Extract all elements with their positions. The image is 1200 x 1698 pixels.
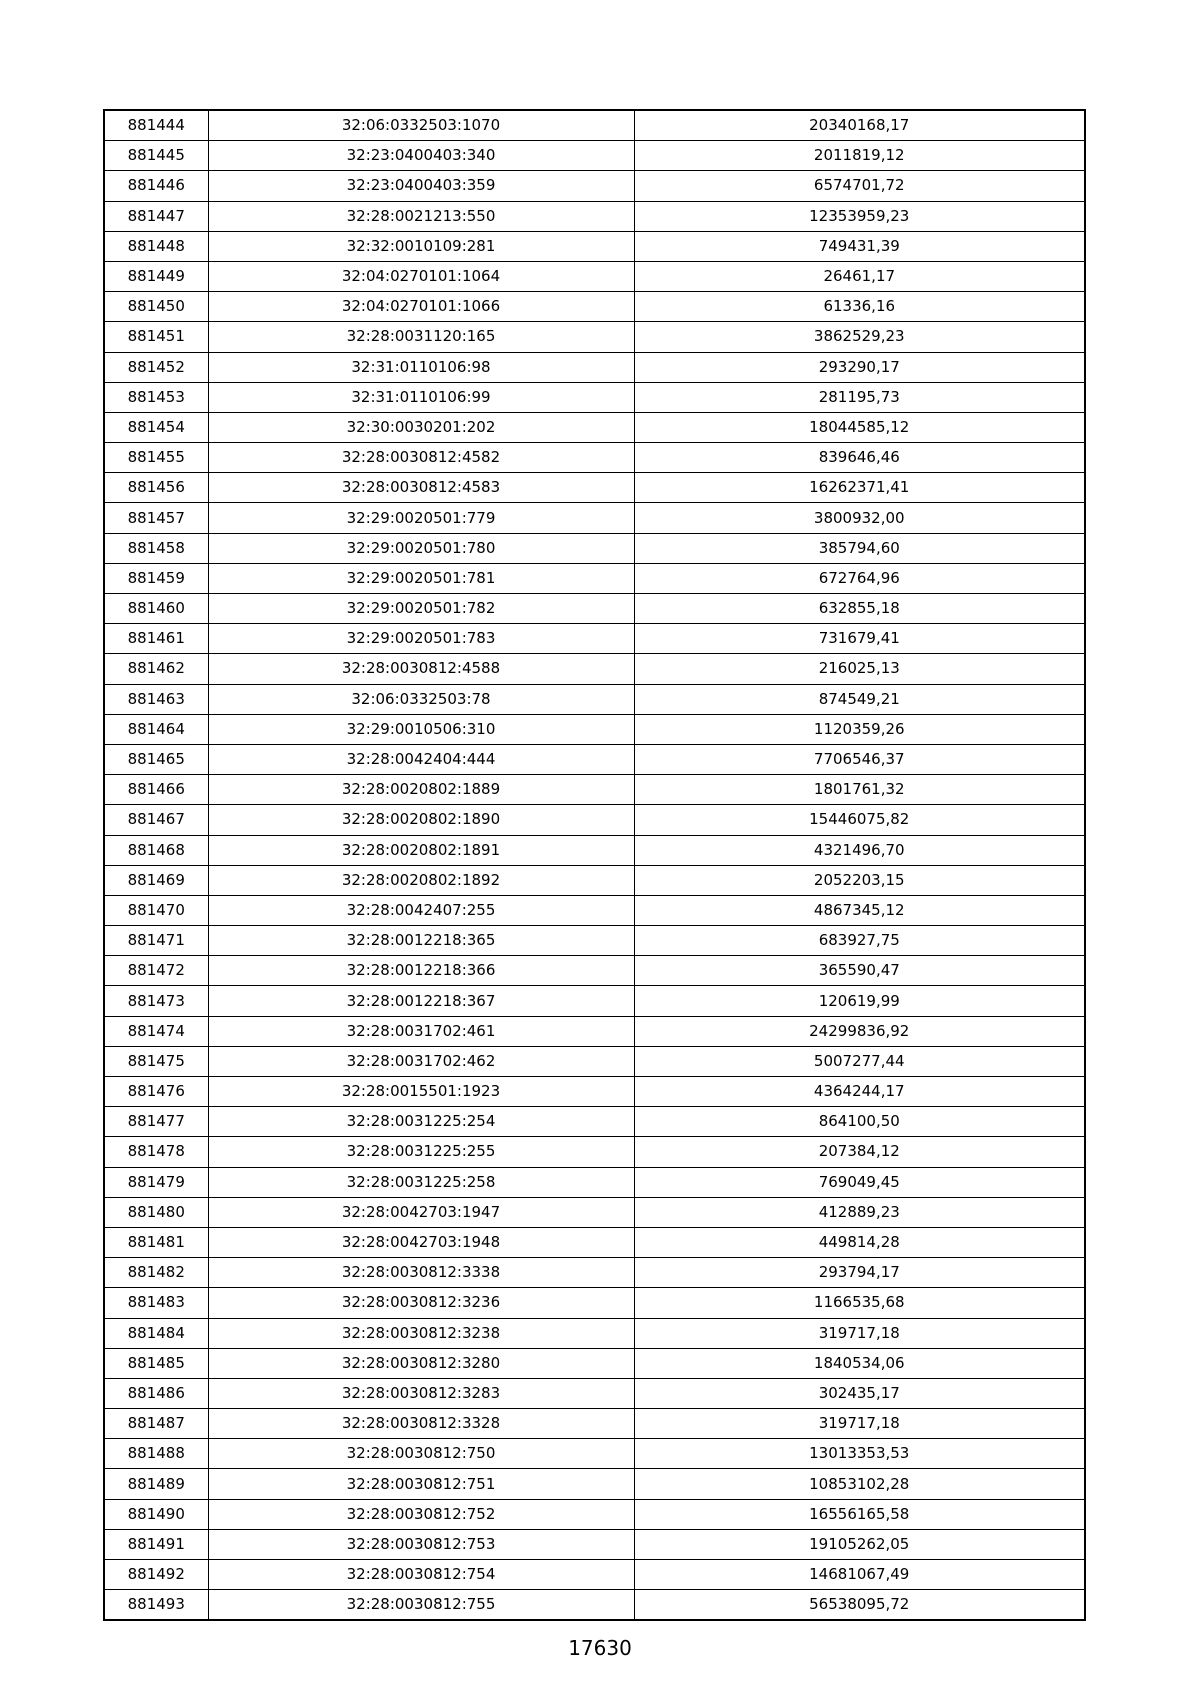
page-number: 17630 (568, 1636, 632, 1660)
cadastral-number-cell: 32:28:0030812:4582 (208, 443, 634, 473)
row-number-cell: 881461 (104, 624, 208, 654)
value-cell: 3800932,00 (634, 503, 1085, 533)
value-cell: 412889,23 (634, 1197, 1085, 1227)
row-number-cell: 881493 (104, 1590, 208, 1621)
table-row (104, 141, 1085, 171)
value-cell: 13013353,53 (634, 1439, 1085, 1469)
row-number-cell: 881481 (104, 1227, 208, 1257)
value-cell: 10853102,28 (634, 1469, 1085, 1499)
table-row (104, 563, 1085, 593)
cadastral-number-cell: 32:29:0020501:780 (208, 533, 634, 563)
row-number-cell: 881468 (104, 835, 208, 865)
table-row (104, 1167, 1085, 1197)
cadastral-number-cell: 32:28:0030812:4588 (208, 654, 634, 684)
table-row (104, 1288, 1085, 1318)
cadastral-number-cell: 32:29:0020501:782 (208, 594, 634, 624)
table-row (104, 382, 1085, 412)
value-cell: 293794,17 (634, 1258, 1085, 1288)
row-number-cell: 881448 (104, 231, 208, 261)
row-number-cell: 881471 (104, 926, 208, 956)
value-cell: 5007277,44 (634, 1046, 1085, 1076)
cadastral-number-cell: 32:28:0030812:752 (208, 1499, 634, 1529)
table-row (104, 1077, 1085, 1107)
value-cell: 319717,18 (634, 1318, 1085, 1348)
row-number-cell: 881464 (104, 714, 208, 744)
value-cell: 672764,96 (634, 563, 1085, 593)
cadastral-number-cell: 32:28:0030812:3238 (208, 1318, 634, 1348)
value-cell: 731679,41 (634, 624, 1085, 654)
row-number-cell: 881472 (104, 956, 208, 986)
cadastral-number-cell: 32:28:0031225:255 (208, 1137, 634, 1167)
value-cell: 632855,18 (634, 594, 1085, 624)
row-number-cell: 881491 (104, 1529, 208, 1559)
table-row (104, 926, 1085, 956)
row-number-cell: 881482 (104, 1258, 208, 1288)
value-cell: 749431,39 (634, 231, 1085, 261)
value-cell: 20340168,17 (634, 110, 1085, 141)
value-cell: 2052203,15 (634, 865, 1085, 895)
value-cell: 864100,50 (634, 1107, 1085, 1137)
row-number-cell: 881479 (104, 1167, 208, 1197)
table-row (104, 1439, 1085, 1469)
cadastral-number-cell: 32:28:0020802:1891 (208, 835, 634, 865)
registry-table-body (104, 110, 1085, 1620)
value-cell: 1166535,68 (634, 1288, 1085, 1318)
row-number-cell: 881459 (104, 563, 208, 593)
value-cell: 385794,60 (634, 533, 1085, 563)
table-row (104, 1016, 1085, 1046)
row-number-cell: 881447 (104, 201, 208, 231)
value-cell: 14681067,49 (634, 1560, 1085, 1590)
value-cell: 1120359,26 (634, 714, 1085, 744)
value-cell: 4364244,17 (634, 1077, 1085, 1107)
cadastral-number-cell: 32:30:0030201:202 (208, 412, 634, 442)
value-cell: 839646,46 (634, 443, 1085, 473)
registry-table (103, 109, 1086, 1621)
cadastral-number-cell: 32:28:0030812:4583 (208, 473, 634, 503)
cadastral-number-cell: 32:28:0030812:3328 (208, 1409, 634, 1439)
cadastral-number-cell: 32:28:0031225:254 (208, 1107, 634, 1137)
value-cell: 1801761,32 (634, 775, 1085, 805)
cadastral-number-cell: 32:28:0030812:3236 (208, 1288, 634, 1318)
row-number-cell: 881444 (104, 110, 208, 141)
cadastral-number-cell: 32:06:0332503:78 (208, 684, 634, 714)
cadastral-number-cell: 32:28:0012218:367 (208, 986, 634, 1016)
table-row (104, 835, 1085, 865)
value-cell: 2011819,12 (634, 141, 1085, 171)
value-cell: 319717,18 (634, 1409, 1085, 1439)
table-row (104, 594, 1085, 624)
table-row (104, 412, 1085, 442)
table-row (104, 1469, 1085, 1499)
table-row (104, 1499, 1085, 1529)
table-row (104, 775, 1085, 805)
value-cell: 449814,28 (634, 1227, 1085, 1257)
value-cell: 26461,17 (634, 261, 1085, 291)
cadastral-number-cell: 32:23:0400403:340 (208, 141, 634, 171)
table-row (104, 1348, 1085, 1378)
table-row (104, 110, 1085, 141)
row-number-cell: 881492 (104, 1560, 208, 1590)
table-row (104, 714, 1085, 744)
table-row (104, 986, 1085, 1016)
table-row (104, 956, 1085, 986)
value-cell: 15446075,82 (634, 805, 1085, 835)
cadastral-number-cell: 32:28:0042703:1947 (208, 1197, 634, 1227)
cadastral-number-cell: 32:28:0031702:462 (208, 1046, 634, 1076)
cadastral-number-cell: 32:28:0030812:751 (208, 1469, 634, 1499)
table-row (104, 292, 1085, 322)
cadastral-number-cell: 32:28:0012218:365 (208, 926, 634, 956)
cadastral-number-cell: 32:28:0030812:3280 (208, 1348, 634, 1378)
row-number-cell: 881487 (104, 1409, 208, 1439)
cadastral-number-cell: 32:28:0042703:1948 (208, 1227, 634, 1257)
table-row (104, 895, 1085, 925)
cadastral-number-cell: 32:28:0042404:444 (208, 744, 634, 774)
cadastral-number-cell: 32:28:0012218:366 (208, 956, 634, 986)
row-number-cell: 881490 (104, 1499, 208, 1529)
value-cell: 120619,99 (634, 986, 1085, 1016)
table-row (104, 443, 1085, 473)
row-number-cell: 881457 (104, 503, 208, 533)
row-number-cell: 881446 (104, 171, 208, 201)
cadastral-number-cell: 32:28:0030812:3338 (208, 1258, 634, 1288)
table-row (104, 684, 1085, 714)
cadastral-number-cell: 32:28:0030812:750 (208, 1439, 634, 1469)
table-row (104, 1409, 1085, 1439)
row-number-cell: 881477 (104, 1107, 208, 1137)
row-number-cell: 881450 (104, 292, 208, 322)
row-number-cell: 881483 (104, 1288, 208, 1318)
cadastral-number-cell: 32:23:0400403:359 (208, 171, 634, 201)
cadastral-number-cell: 32:28:0020802:1889 (208, 775, 634, 805)
value-cell: 61336,16 (634, 292, 1085, 322)
row-number-cell: 881453 (104, 382, 208, 412)
row-number-cell: 881480 (104, 1197, 208, 1227)
row-number-cell: 881469 (104, 865, 208, 895)
table-row (104, 1258, 1085, 1288)
value-cell: 769049,45 (634, 1167, 1085, 1197)
row-number-cell: 881465 (104, 744, 208, 774)
table-row (104, 322, 1085, 352)
row-number-cell: 881467 (104, 805, 208, 835)
table-row (104, 1046, 1085, 1076)
table-row (104, 865, 1085, 895)
row-number-cell: 881488 (104, 1439, 208, 1469)
table-row (104, 231, 1085, 261)
table-row (104, 654, 1085, 684)
cadastral-number-cell: 32:29:0020501:779 (208, 503, 634, 533)
table-row (104, 503, 1085, 533)
row-number-cell: 881470 (104, 895, 208, 925)
value-cell: 3862529,23 (634, 322, 1085, 352)
table-row (104, 1529, 1085, 1559)
value-cell: 281195,73 (634, 382, 1085, 412)
cadastral-number-cell: 32:28:0021213:550 (208, 201, 634, 231)
cadastral-number-cell: 32:28:0042407:255 (208, 895, 634, 925)
table-row (104, 1197, 1085, 1227)
cadastral-number-cell: 32:28:0031702:461 (208, 1016, 634, 1046)
value-cell: 1840534,06 (634, 1348, 1085, 1378)
value-cell: 19105262,05 (634, 1529, 1085, 1559)
value-cell: 302435,17 (634, 1378, 1085, 1408)
table-row (104, 1590, 1085, 1621)
cadastral-number-cell: 32:28:0030812:3283 (208, 1378, 634, 1408)
row-number-cell: 881484 (104, 1318, 208, 1348)
row-number-cell: 881473 (104, 986, 208, 1016)
table-row (104, 171, 1085, 201)
table-row (104, 261, 1085, 291)
table-row (104, 1318, 1085, 1348)
cadastral-number-cell: 32:28:0020802:1890 (208, 805, 634, 835)
value-cell: 24299836,92 (634, 1016, 1085, 1046)
value-cell: 874549,21 (634, 684, 1085, 714)
value-cell: 4867345,12 (634, 895, 1085, 925)
row-number-cell: 881466 (104, 775, 208, 805)
value-cell: 4321496,70 (634, 835, 1085, 865)
cadastral-number-cell: 32:28:0030812:755 (208, 1590, 634, 1621)
row-number-cell: 881452 (104, 352, 208, 382)
cadastral-number-cell: 32:28:0015501:1923 (208, 1077, 634, 1107)
table-row (104, 1227, 1085, 1257)
value-cell: 56538095,72 (634, 1590, 1085, 1621)
row-number-cell: 881455 (104, 443, 208, 473)
value-cell: 12353959,23 (634, 201, 1085, 231)
value-cell: 683927,75 (634, 926, 1085, 956)
row-number-cell: 881476 (104, 1077, 208, 1107)
row-number-cell: 881456 (104, 473, 208, 503)
table-row (104, 624, 1085, 654)
cadastral-number-cell: 32:29:0010506:310 (208, 714, 634, 744)
cadastral-number-cell: 32:28:0031120:165 (208, 322, 634, 352)
table-row (104, 352, 1085, 382)
row-number-cell: 881449 (104, 261, 208, 291)
row-number-cell: 881478 (104, 1137, 208, 1167)
row-number-cell: 881451 (104, 322, 208, 352)
row-number-cell: 881462 (104, 654, 208, 684)
row-number-cell: 881460 (104, 594, 208, 624)
table-row (104, 533, 1085, 563)
cadastral-number-cell: 32:31:0110106:99 (208, 382, 634, 412)
value-cell: 18044585,12 (634, 412, 1085, 442)
value-cell: 6574701,72 (634, 171, 1085, 201)
table-row (104, 473, 1085, 503)
table-row (104, 1137, 1085, 1167)
cadastral-number-cell: 32:29:0020501:781 (208, 563, 634, 593)
table-row (104, 744, 1085, 774)
row-number-cell: 881485 (104, 1348, 208, 1378)
cadastral-number-cell: 32:28:0020802:1892 (208, 865, 634, 895)
cadastral-number-cell: 32:28:0030812:753 (208, 1529, 634, 1559)
value-cell: 16262371,41 (634, 473, 1085, 503)
row-number-cell: 881486 (104, 1378, 208, 1408)
cadastral-number-cell: 32:29:0020501:783 (208, 624, 634, 654)
row-number-cell: 881474 (104, 1016, 208, 1046)
value-cell: 365590,47 (634, 956, 1085, 986)
table-row (104, 805, 1085, 835)
table-row (104, 1107, 1085, 1137)
table-row (104, 1560, 1085, 1590)
value-cell: 7706546,37 (634, 744, 1085, 774)
table-row (104, 1378, 1085, 1408)
cadastral-number-cell: 32:04:0270101:1064 (208, 261, 634, 291)
table-row (104, 201, 1085, 231)
cadastral-number-cell: 32:32:0010109:281 (208, 231, 634, 261)
value-cell: 293290,17 (634, 352, 1085, 382)
row-number-cell: 881489 (104, 1469, 208, 1499)
cadastral-number-cell: 32:31:0110106:98 (208, 352, 634, 382)
row-number-cell: 881454 (104, 412, 208, 442)
row-number-cell: 881445 (104, 141, 208, 171)
cadastral-number-cell: 32:04:0270101:1066 (208, 292, 634, 322)
cadastral-number-cell: 32:06:0332503:1070 (208, 110, 634, 141)
cadastral-number-cell: 32:28:0031225:258 (208, 1167, 634, 1197)
value-cell: 207384,12 (634, 1137, 1085, 1167)
value-cell: 16556165,58 (634, 1499, 1085, 1529)
row-number-cell: 881475 (104, 1046, 208, 1076)
row-number-cell: 881458 (104, 533, 208, 563)
row-number-cell: 881463 (104, 684, 208, 714)
cadastral-number-cell: 32:28:0030812:754 (208, 1560, 634, 1590)
value-cell: 216025,13 (634, 654, 1085, 684)
